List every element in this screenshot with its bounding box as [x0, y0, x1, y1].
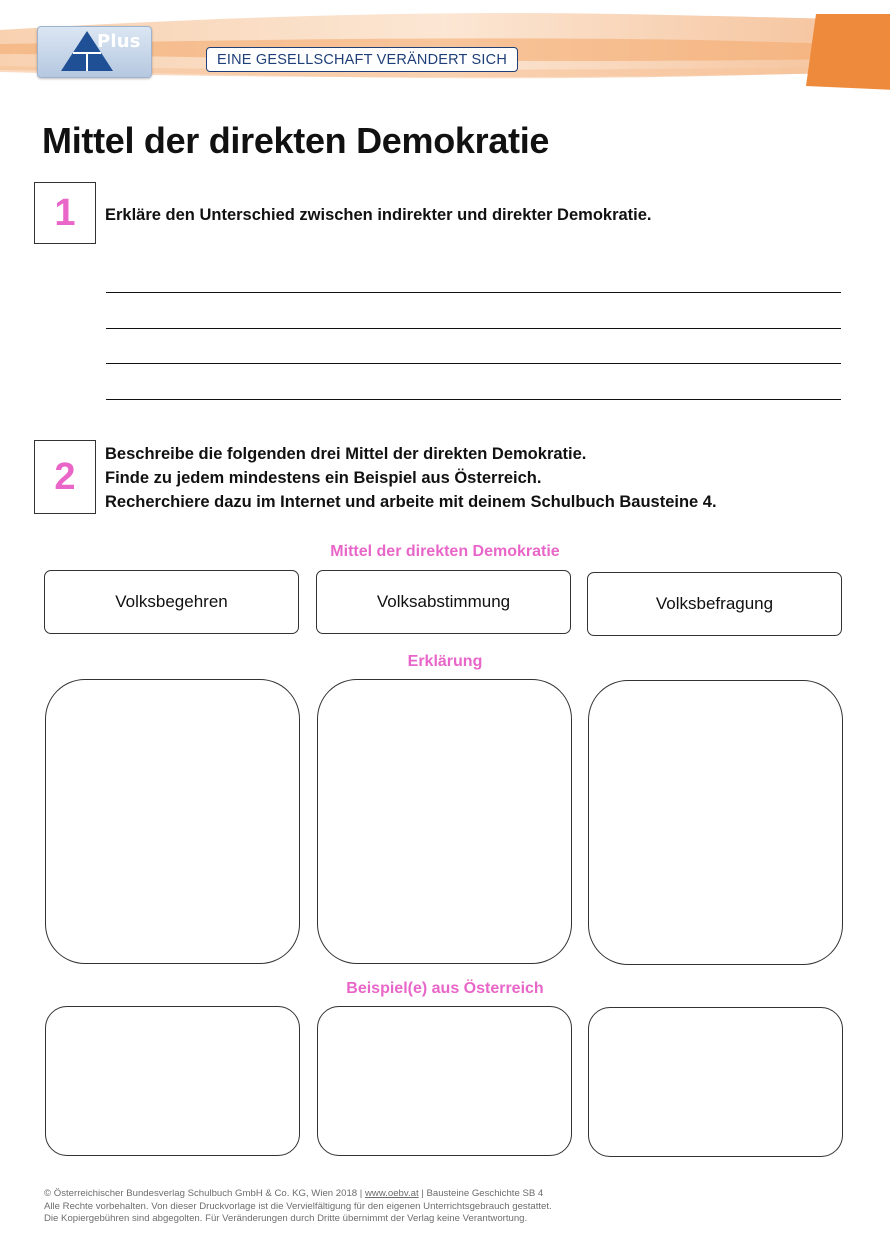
footer-book-title: | Bausteine Geschichte SB 4	[418, 1188, 544, 1199]
copyright-footer	[44, 1188, 552, 1226]
example-box-volksbegehren[interactable]	[45, 1006, 300, 1156]
page-title: Mittel der direkten Demokratie	[42, 120, 550, 161]
worksheet-heading: Mittel der direkten Demokratie	[330, 543, 560, 560]
column-header-volksbegehren: Volksbegehren	[44, 570, 299, 634]
logo-plus-text: Plus	[97, 31, 141, 52]
explanation-box-volksabstimmung[interactable]	[317, 679, 572, 964]
explanation-label: Erklärung	[407, 653, 483, 670]
answer-line[interactable]	[106, 363, 841, 364]
task-1-number: 1	[34, 182, 96, 244]
footer-line-3: Die Kopiergebühren sind abgegolten. Für Veränderungen durch Dritte übernimmt der Verlag keine Verantwortung.	[44, 1213, 528, 1224]
explanation-box-volksbegehren[interactable]	[45, 679, 300, 964]
footer-line-1	[44, 1188, 552, 1201]
answer-line[interactable]	[106, 399, 841, 400]
column-header-volksabstimmung: Volksabstimmung	[316, 570, 571, 634]
answer-line[interactable]	[106, 292, 841, 293]
task-2-instruction-2: Finde zu jedem mindestens ein Beispiel aus Österreich.	[105, 469, 542, 487]
footer-copyright-text: © Österreichischer Bundesverlag Schulbuch GmbH & Co. KG, Wien 2018 |	[44, 1188, 365, 1199]
example-label: Beispiel(e) aus Österreich	[346, 980, 544, 997]
example-box-volksabstimmung[interactable]	[317, 1006, 572, 1156]
task-2-number: 2	[34, 440, 96, 514]
subject-badge: EINE GESELLSCHAFT VERÄNDERT SICH	[206, 47, 518, 72]
task-1-instruction: Erkläre den Unterschied zwischen indirekter und direkter Demokratie.	[105, 206, 652, 224]
explanation-box-volksbefragung[interactable]	[588, 680, 843, 965]
task-2-instruction-3: Recherchiere dazu im Internet und arbeite mit deinem Schulbuch Bausteine 4.	[105, 493, 717, 511]
publisher-link[interactable]: www.oebv.at	[364, 1188, 419, 1199]
task-2-instruction-1: Beschreibe die folgenden drei Mittel der direkten Demokratie.	[105, 445, 587, 463]
footer-line-2: Alle Rechte vorbehalten. Von dieser Druckvorlage ist die Vervielfältigung für den eigenen Unterrichtsgebrauch gestattet.	[44, 1200, 552, 1212]
column-header-volksbefragung: Volksbefragung	[587, 572, 842, 636]
answer-line[interactable]	[106, 328, 841, 329]
example-box-volksbefragung[interactable]	[588, 1007, 843, 1157]
orange-corner-tab	[806, 14, 890, 90]
